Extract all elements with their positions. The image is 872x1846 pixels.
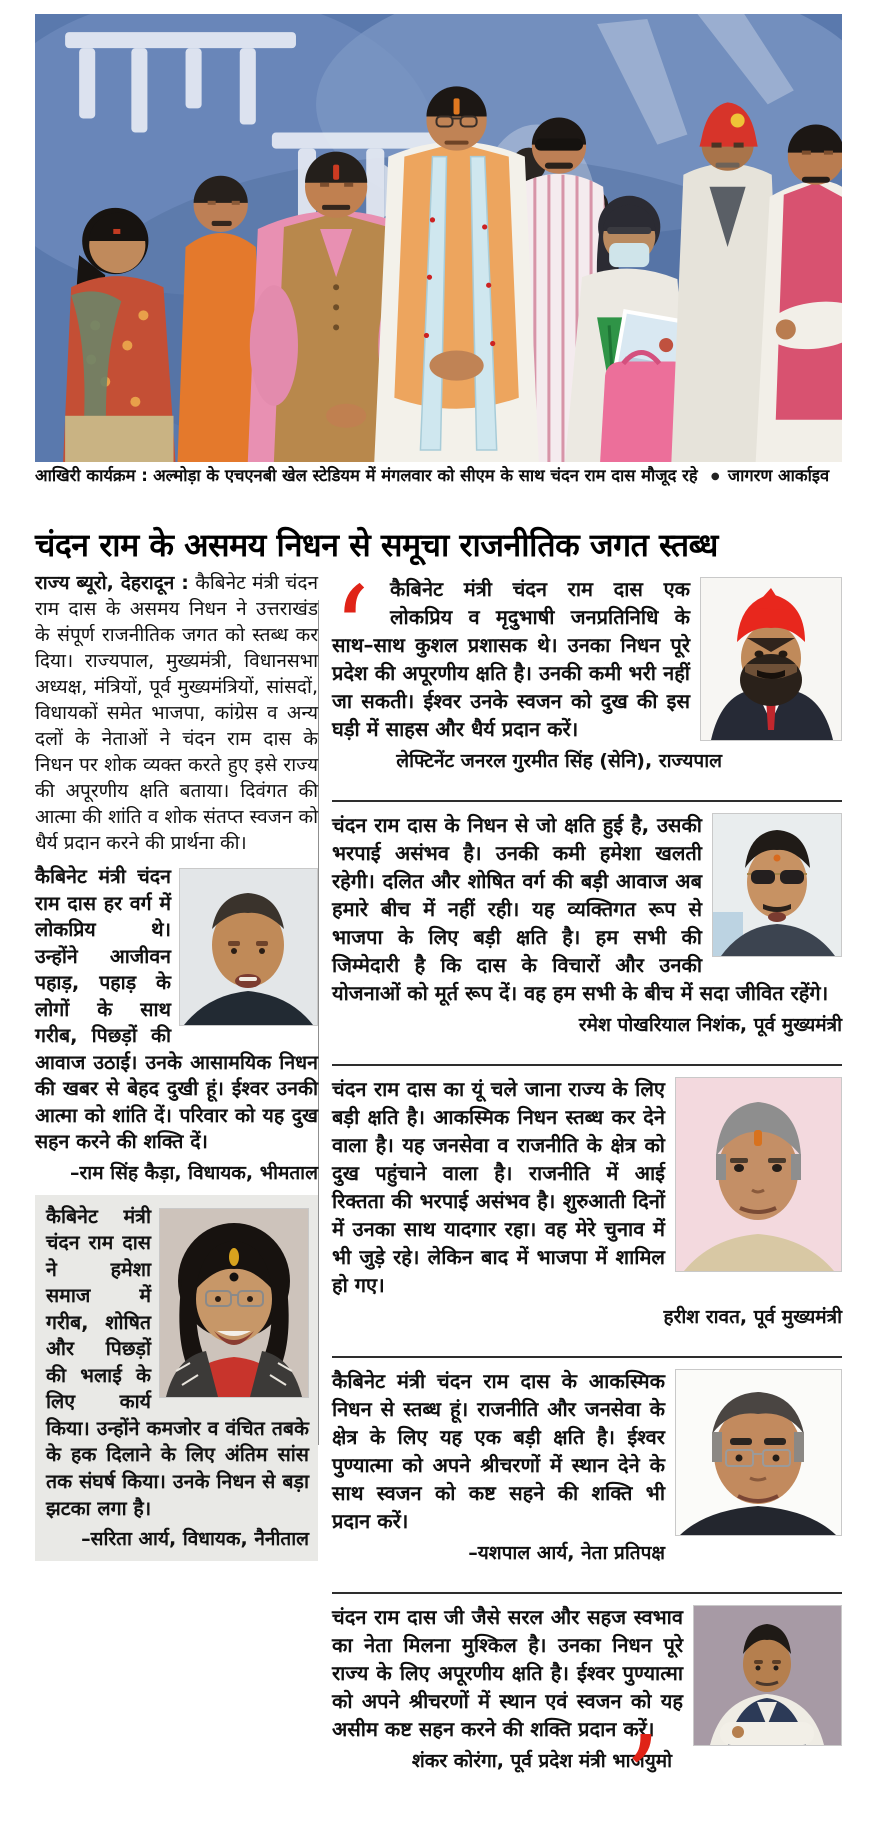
quote-attribution: शंकर कोरंगा, पूर्व प्रदेश मंत्री भाजयुमो	[411, 1750, 672, 1772]
quote-attribution: हरीश रावत, पूर्व मुख्यमंत्री	[663, 1306, 842, 1328]
quote-text: चंदन राम दास के निधन से जो क्षति हुई है, उसकी भरपाई असंभव है। उनकी कमी हमेशा खलती रहेगी। दलित और शोषित वर्ग की बड़ी आवाज अब हमारे बीच में नहीं रही। यह व्यक्तिगत रूप से भाजपा के लिए बड़ी क्षति है। हम सभी की जिम्मेदारी है कि दास के विचारों और उनकी योजनाओं को मूर्त रूप दें। वह हम सभी के बीच में सदा जीवित रहेंगे।	[332, 813, 829, 1005]
event-photo	[35, 14, 842, 462]
quote-ramesh-pokhriyal	[332, 800, 842, 1064]
quote-attribution: लेफ्टिनेंट जनरल गुरमीत सिंह (सेनि), राज्यपाल	[396, 750, 722, 772]
caption-credit: जागरण आर्काइव	[727, 466, 830, 485]
quote-text: कैबिनेट मंत्री चंदन राम दास के आकस्मिक निधन से स्तब्ध हूं। राजनीति और जनसेवा के क्षेत्र के लिए यह एक बड़ी क्षति है। ईश्वर पुण्यात्मा को अपने श्रीचरणों में स्थान देने के साथ स्वजन को कष्ट सहने की शक्ति भी प्रदान करें।	[332, 1369, 665, 1533]
close-quote-icon	[624, 1748, 674, 1798]
left-column	[35, 570, 318, 1561]
quote-harish-rawat	[332, 1064, 842, 1356]
open-quote-icon	[332, 577, 384, 623]
quote-text: कैबिनेट मंत्री चंदन राम दास एक लोकप्रिय व मृदुभाषी जनप्रतिनिधि के साथ–साथ कुशल प्रशासक थे। उनका निधन पूरे प्रदेश की अपूरणीय क्षति है। उनकी कमी भरी नहीं जा सकती। ईश्वर उनके स्वजन को दुख की इस घड़ी में साहस और धैर्य प्रदान करें।	[332, 577, 690, 741]
quote-attribution: रमेश पोखरियाल निशंक, पूर्व मुख्यमंत्री	[578, 1014, 842, 1036]
quote-text: चंदन राम दास जी जैसे सरल और सहज स्वभाव का नेता मिलना मुश्किल है। उनका निधन पूरे राज्य के लिए अपूरणीय क्षति है। ईश्वर पुण्यात्मा को अपने श्रीचरणों में स्थान एवं स्वजन को यह असीम कष्ट सहन करने की शक्ति प्रदान करें।	[332, 1605, 683, 1741]
caption-label: आखिरी कार्यक्रम :	[35, 466, 148, 485]
photo-caption	[35, 466, 842, 486]
quote-ram-singh-kaira	[35, 864, 318, 1191]
quote-sarita-arya	[35, 1195, 318, 1561]
quote-governor	[332, 566, 842, 800]
quote-attribution: –यशपाल आर्य, नेता प्रतिपक्ष	[468, 1542, 665, 1564]
right-column	[332, 566, 842, 1800]
quote-yashpal-arya	[332, 1356, 842, 1592]
quote-shankar-koranga	[332, 1592, 842, 1800]
lead-body: कैबिनेट मंत्री चंदन राम दास के असमय निधन ने उत्तराखंड के संपूर्ण राजनीतिक जगत को स्तब्ध कर दिया। राज्यपाल, मुख्यमंत्री, विधानसभा अध्यक्ष, मंत्रियों, पूर्व मुख्यमंत्रियों, सांसदों, विधायकों समेत भाजपा, कांग्रेस व अन्य दलों के नेताओं ने चंदन राम दास के निधन पर शोक व्यक्त करते हुए इसे राज्य की अपूरणीय क्षति बताया। दिवंगत की आत्मा की शांति व शोक संतप्त स्वजन को धैर्य प्रदान करने की प्रार्थना की।	[35, 572, 318, 855]
portrait-yashpal-arya	[675, 1369, 842, 1536]
caption-text: अल्मोड़ा के एचएनबी खेल स्टेडियम में मंगलवार को सीएम के साथ चंदन राम दास मौजूद रहे	[153, 466, 698, 485]
quote-text: कैबिनेट मंत्री चंदन राम दास ने हमेशा समाज में गरीब, शोषित और पिछड़ों की भलाई के लिए कार्य किया। उन्होंने कमजोर व वंचित तबके के हक दिलाने के लिए अंतिम सांस तक संघर्ष किया। उनके निधन से बड़ा झटका लगा है।	[46, 1204, 309, 1520]
bullet-icon: ●	[710, 471, 720, 482]
portrait-ram-singh-kaira	[179, 868, 318, 1026]
article-headline: चंदन राम के असमय निधन से समूचा राजनीतिक जगत स्तब्ध	[35, 526, 718, 565]
dateline: राज्य ब्यूरो, देहरादून :	[35, 572, 189, 594]
portrait-gurmeet-singh	[700, 577, 842, 741]
column-divider	[318, 600, 319, 1445]
lead-paragraph	[35, 570, 318, 856]
quote-text: कैबिनेट मंत्री चंदन राम दास हर वर्ग में लोकप्रिय थे। उन्होंने आजीवन पहाड़, पहाड़ के लोगों के साथ गरीब, पिछड़ों की आवाज उठाई। उनके आसामयिक निधन की खबर से बेहद दुखी हूं। ईश्वर उनकी आत्मा को शांति दें। परिवार को यह दुख सहन करने की शक्ति दें।	[35, 865, 318, 1154]
portrait-shankar-koranga	[693, 1605, 842, 1746]
portrait-harish-rawat	[675, 1077, 842, 1272]
portrait-ramesh-pokhriyal	[712, 813, 842, 957]
portrait-sarita-arya	[159, 1208, 309, 1398]
quote-text: चंदन राम दास का यूं चले जाना राज्य के लिए बड़ी क्षति है। आकस्मिक निधन स्तब्ध कर देने वाला है। यह जनसेवा व राजनीति के क्षेत्र को दुख पहुंचाने वाला है। राजनीति में आई रिक्तता की भरपाई असंभव है। शुरुआती दिनों में उनका साथ यादगार रहा। वह मेरे चुनाव में भी जुड़े रहे। लेकिन बाद में भाजपा में शामिल हो गए।	[332, 1077, 665, 1297]
quote-attribution: –सरिता आर्य, विधायक, नैनीताल	[81, 1528, 309, 1551]
quote-attribution: –राम सिंह कैड़ा, विधायक, भीमताल	[70, 1161, 318, 1184]
event-photo-illustration	[35, 14, 842, 462]
